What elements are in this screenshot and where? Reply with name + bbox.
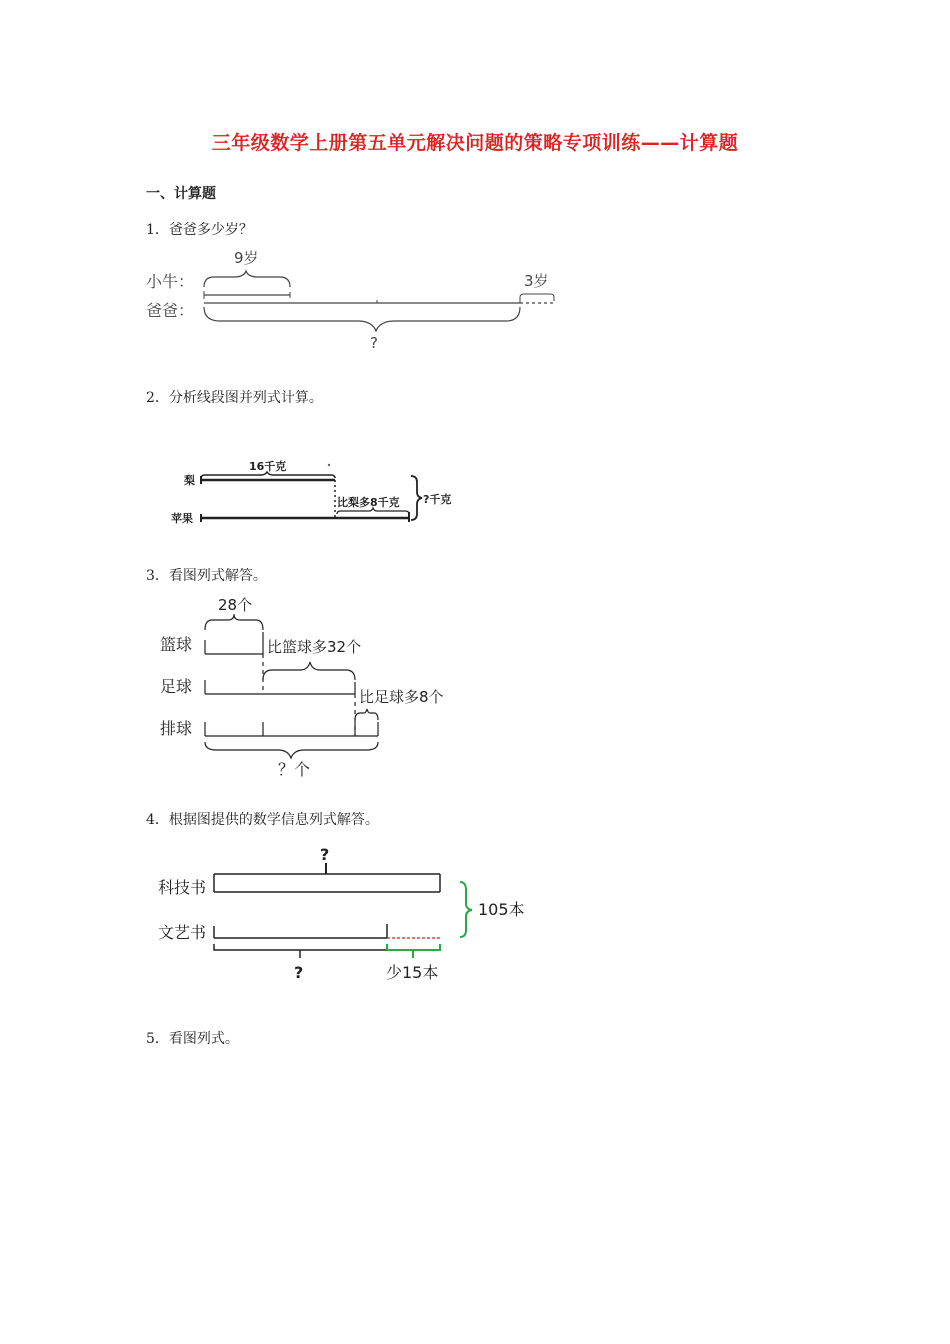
brace-total xyxy=(460,882,472,937)
row-label-zuqiu: 足球 xyxy=(160,677,193,696)
row-label-li: 梨 xyxy=(184,474,195,487)
segment-label-9: 9岁 xyxy=(234,249,259,267)
section-heading: 一、计算题 xyxy=(146,186,216,202)
total-question: ? xyxy=(370,334,378,352)
brace-16 xyxy=(201,472,335,478)
question-number: 5． xyxy=(146,1031,169,1047)
brace-32 xyxy=(263,662,355,680)
total-label: ？个 xyxy=(278,760,311,779)
question-2 xyxy=(146,387,323,407)
diff-label: 比梨多8千克 xyxy=(337,496,400,509)
diagram-1 xyxy=(140,245,570,355)
question-number: 1． xyxy=(146,222,169,238)
total-label: 105本 xyxy=(478,900,525,919)
diff-label-32: 比篮球多32个 xyxy=(267,638,362,656)
question-text: 看图列式解答。 xyxy=(168,568,267,584)
question-3 xyxy=(146,565,267,585)
row-label-baba: 爸爸： xyxy=(146,301,195,320)
brace-3 xyxy=(520,294,554,301)
question-4 xyxy=(146,809,379,829)
brace-9 xyxy=(204,271,290,287)
diagram-4 xyxy=(150,838,530,988)
row-label-kejishu: 科技书 xyxy=(158,878,207,897)
question-text: 分析线段图并列式计算。 xyxy=(168,390,323,406)
question-text: 爸爸多少岁？ xyxy=(168,222,253,238)
segment-label-16: 16千克 xyxy=(249,460,287,473)
row-label-xiaoniu: 小牛： xyxy=(146,272,195,291)
brace-total xyxy=(204,307,520,331)
total-label: ?千克 xyxy=(423,493,452,506)
question-text: 根据图提供的数学信息列式解答。 xyxy=(168,812,379,828)
brace-total xyxy=(205,742,378,758)
row-label-lanqiu: 篮球 xyxy=(160,635,193,654)
extra-label-3: 3岁 xyxy=(524,272,549,290)
row-label-paiqiu: 排球 xyxy=(160,719,193,738)
diagram-2 xyxy=(165,450,465,535)
diff-label-8: 比足球多8个 xyxy=(359,688,444,706)
diagram-3 xyxy=(150,590,480,785)
question-number: 2． xyxy=(146,390,169,406)
brace-total xyxy=(411,476,422,520)
brace-8 xyxy=(355,709,378,720)
question-number: 3． xyxy=(146,568,169,584)
row-label-pingguo: 苹果 xyxy=(171,512,193,525)
question-1 xyxy=(146,219,253,239)
brace-28 xyxy=(205,614,263,630)
page-title: 三年级数学上册第五单元解决问题的策略专项训练——计算题 xyxy=(211,132,739,154)
row-label-wenyishu: 文艺书 xyxy=(158,923,207,942)
question-number: 4． xyxy=(146,812,169,828)
bracket-wenyishu xyxy=(214,944,387,950)
diff-label: 少15本 xyxy=(386,963,439,982)
top-question: ? xyxy=(320,845,330,864)
bottom-question: ? xyxy=(294,963,304,982)
question-text: 看图列式。 xyxy=(168,1031,239,1047)
bracket-diff xyxy=(387,944,440,950)
question-5 xyxy=(146,1028,239,1048)
segment-label-28: 28个 xyxy=(218,596,253,614)
